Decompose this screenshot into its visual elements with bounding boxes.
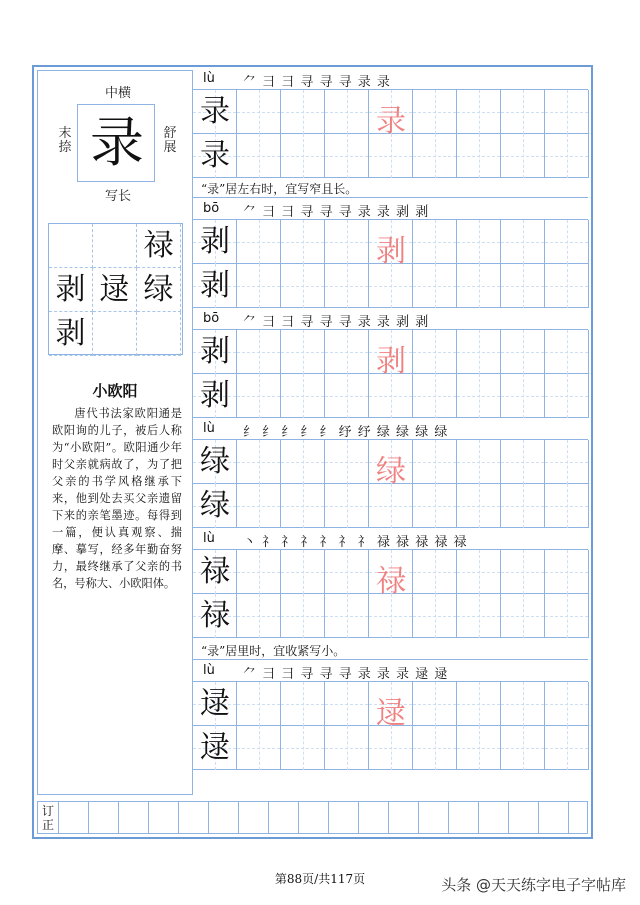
practice-cell	[501, 90, 545, 134]
practice-cell	[237, 484, 281, 528]
pinyin: lù	[203, 663, 215, 678]
correction-cell	[448, 802, 478, 833]
related-char: 剥	[49, 268, 93, 312]
practice-cell	[413, 594, 457, 638]
practice-cell	[281, 374, 325, 418]
model-char: 剥	[200, 268, 230, 303]
trace-char: 录	[376, 104, 406, 139]
correction-cell	[238, 802, 268, 833]
practice-cell	[325, 594, 369, 638]
pinyin-row	[193, 530, 588, 550]
practice-cell	[237, 440, 281, 484]
practice-cell	[237, 374, 281, 418]
practice-cell	[413, 264, 457, 308]
model-char: 绿	[200, 488, 230, 523]
practice-cell	[501, 220, 545, 264]
stroke-order: ⺈ ⺕ ⺕ 寻 寻 寻 录 录 剥 剥	[243, 315, 430, 330]
grid-cell	[49, 224, 93, 268]
trace-char: 逯	[376, 696, 406, 731]
story-title: 小欧阳	[92, 382, 138, 400]
correction-cell	[358, 802, 388, 833]
model-char: 剥	[200, 224, 230, 259]
model-char: 逯	[200, 686, 230, 721]
stroke-order: 纟 纟 纟 纟 纟 纾 纾 绿 绿 绿 绿	[243, 425, 449, 440]
correction-cell	[58, 802, 88, 833]
correction-cell	[538, 802, 568, 833]
practice-cell	[325, 90, 369, 134]
practice-cell	[281, 682, 325, 726]
practice-cell	[237, 726, 281, 770]
pinyin: lù	[203, 71, 215, 86]
practice-cell	[501, 726, 545, 770]
practice-cell	[545, 374, 589, 418]
correction-cell	[178, 802, 208, 833]
practice-cell	[413, 134, 457, 178]
practice-cell	[457, 220, 501, 264]
main-char: 录	[90, 111, 144, 174]
model-char: 禄	[200, 598, 230, 633]
practice-cell	[545, 134, 589, 178]
pinyin-row	[193, 662, 588, 682]
model-char: 剥	[200, 334, 230, 369]
model-char: 录	[200, 138, 230, 173]
practice-cell	[457, 550, 501, 594]
practice-cell	[545, 682, 589, 726]
practice-cell	[501, 440, 545, 484]
correction-cell	[388, 802, 418, 833]
practice-cell	[501, 374, 545, 418]
correction-cell	[118, 802, 148, 833]
stroke-order: 丶 礻 礻 礻 礻 礻 礻 禄 禄 禄 禄 禄	[243, 535, 468, 550]
practice-cell	[457, 264, 501, 308]
stroke-order: ⺈ ⺕ ⺕ 寻 寻 寻 录 录	[243, 75, 391, 90]
pinyin-row	[193, 310, 588, 330]
practice-cell	[413, 220, 457, 264]
pinyin-row	[193, 200, 588, 220]
model-char: 禄	[200, 554, 230, 589]
watermark: 头条 @天天练字电子字帖库	[441, 876, 626, 894]
related-char: 禄	[137, 224, 181, 268]
practice-cell	[501, 682, 545, 726]
correction-cell	[298, 802, 328, 833]
page-number: 第88页/共117页	[274, 872, 366, 886]
practice-cell	[281, 440, 325, 484]
practice-cell	[545, 484, 589, 528]
practice-cell	[325, 682, 369, 726]
grid-cell	[93, 224, 137, 268]
practice-cell	[237, 264, 281, 308]
pinyin: bō	[203, 311, 220, 326]
pinyin: lù	[203, 531, 215, 546]
practice-cell	[237, 550, 281, 594]
trace-char: 剥	[376, 234, 406, 269]
practice-cell	[501, 550, 545, 594]
practice-cell	[545, 550, 589, 594]
practice-cell	[501, 484, 545, 528]
grid-cell	[137, 312, 181, 356]
pinyin: bō	[203, 201, 220, 216]
practice-cell	[325, 440, 369, 484]
practice-cell	[545, 726, 589, 770]
practice-cell	[501, 134, 545, 178]
correction-cell	[478, 802, 508, 833]
practice-cell	[325, 550, 369, 594]
practice-cell	[457, 484, 501, 528]
practice-cell	[545, 440, 589, 484]
practice-cell	[325, 484, 369, 528]
note-row	[193, 180, 588, 198]
correction-cell	[418, 802, 448, 833]
practice-cell	[325, 330, 369, 374]
practice-cell	[413, 440, 457, 484]
practice-cell	[545, 330, 589, 374]
model-char: 录	[200, 94, 230, 129]
correction-cell	[148, 802, 178, 833]
practice-cell	[237, 220, 281, 264]
correction-cell	[88, 802, 118, 833]
practice-cell	[413, 90, 457, 134]
practice-cell	[457, 682, 501, 726]
practice-cell	[237, 594, 281, 638]
practice-cell	[413, 484, 457, 528]
practice-cell	[457, 90, 501, 134]
practice-cell	[413, 682, 457, 726]
practice-cell	[237, 134, 281, 178]
trace-char: 禄	[376, 564, 406, 599]
practice-cell	[281, 220, 325, 264]
practice-cell	[325, 220, 369, 264]
practice-cell	[501, 264, 545, 308]
feature-left: 末捺	[58, 126, 72, 155]
practice-cell	[545, 594, 589, 638]
model-char: 剥	[200, 378, 230, 413]
practice-cell	[413, 330, 457, 374]
related-char: 逯	[93, 268, 137, 312]
grid-cell	[93, 312, 137, 356]
practice-cell	[545, 264, 589, 308]
story-body: 唐代书法家欧阳通是欧阳询的儿子，被后人称为“小欧阳”。欧阳通少年时父亲就病故了，为了把父亲的书学风格继承下来，他到处去买父亲遗留下来的亲笔墨迹。每得到一篇，便认真观察、揣摩、摹写，经多年勤奋努力，最终继承了父亲的书名，号称大、小欧阳体。	[52, 407, 182, 590]
feature-top: 中横	[104, 86, 131, 101]
practice-cell	[281, 264, 325, 308]
practice-cell	[325, 726, 369, 770]
related-char-grid	[48, 223, 183, 355]
practice-cell	[325, 264, 369, 308]
correction-cell	[508, 802, 538, 833]
correction-row	[37, 801, 588, 834]
feature-bottom: 写长	[104, 189, 131, 204]
correction-label: 订正	[42, 804, 55, 832]
feature-right: 舒展	[163, 126, 177, 155]
practice-cell	[457, 594, 501, 638]
practice-cell	[545, 90, 589, 134]
practice-cell	[237, 682, 281, 726]
practice-cell	[281, 330, 325, 374]
pinyin-row	[193, 420, 588, 440]
practice-cell	[325, 374, 369, 418]
practice-cell	[325, 134, 369, 178]
practice-cell	[413, 726, 457, 770]
stroke-note: “录”居左右时，宜写窄且长。	[201, 182, 358, 196]
practice-cell	[281, 134, 325, 178]
practice-cell	[237, 330, 281, 374]
practice-cell	[501, 330, 545, 374]
stroke-note: “录”居里时，宜收紧写小。	[201, 644, 346, 658]
practice-cell	[413, 550, 457, 594]
practice-cell	[413, 374, 457, 418]
practice-cell	[545, 220, 589, 264]
correction-cell	[268, 802, 298, 833]
practice-cell	[501, 594, 545, 638]
practice-cell	[457, 440, 501, 484]
practice-cell	[457, 330, 501, 374]
trace-char: 绿	[376, 454, 406, 489]
correction-cell	[208, 802, 238, 833]
main-char-box	[77, 104, 155, 182]
model-char: 逯	[200, 730, 230, 765]
trace-char: 剥	[376, 344, 406, 379]
practice-cell	[457, 726, 501, 770]
related-char: 绿	[137, 268, 181, 312]
practice-cell	[281, 594, 325, 638]
pinyin-row	[193, 70, 588, 90]
model-char: 绿	[200, 444, 230, 479]
stroke-order: ⺈ ⺕ ⺕ 寻 寻 寻 录 录 录 逯 逯	[243, 667, 449, 682]
practice-cell	[281, 726, 325, 770]
practice-cell	[281, 90, 325, 134]
correction-cell	[328, 802, 358, 833]
practice-cell	[457, 134, 501, 178]
practice-cell	[281, 550, 325, 594]
correction-cell	[568, 802, 598, 833]
practice-cell	[457, 374, 501, 418]
note-row	[193, 642, 588, 660]
practice-cell	[281, 484, 325, 528]
practice-cell	[237, 90, 281, 134]
pinyin: lù	[203, 421, 215, 436]
stroke-order: ⺈ ⺕ ⺕ 寻 寻 寻 录 录 剥 剥	[243, 205, 430, 220]
related-char: 剥	[49, 312, 93, 356]
